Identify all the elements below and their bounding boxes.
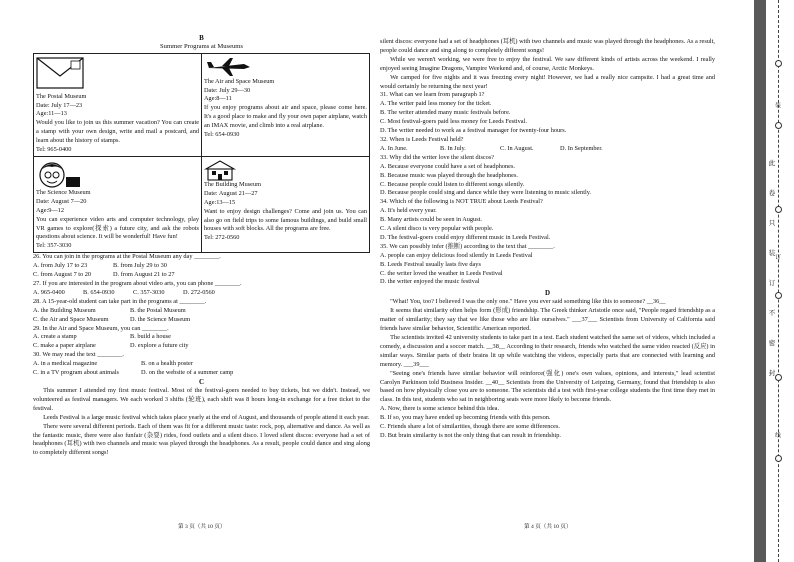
circle-icon	[775, 206, 782, 213]
option[interactable]: D. The writer needed to work as a festival manager for twenty-four hours.	[380, 127, 567, 135]
option[interactable]: A. from July 17 to 23	[33, 262, 88, 270]
postal-envelope-icon	[36, 56, 84, 90]
inner-label: 此	[768, 160, 776, 167]
option[interactable]: D. Because people could sing and dance while they were listening to music silently.	[380, 189, 592, 197]
paragraph: The scientists invited 42 university students to take part in a test. Each student watched the same set of videos, which included a comedy, a discussion and a soccer match. __38__ According to their research, friends who watched the same video reacted (反应) in similar ways. Similar parts of their brains lit up while watching the videos, especially parts that are connected with learning and memory. ___39___	[380, 334, 715, 368]
option[interactable]: A. 965-0400	[33, 288, 65, 296]
museum-name: The Science Museum	[36, 188, 91, 196]
inner-label: 订	[768, 280, 776, 287]
museum-age: Age:9—12	[36, 206, 64, 214]
option[interactable]: B. Many artists could be seen in August.	[380, 216, 482, 224]
option[interactable]: A. people can enjoy delicious food silently in Leeds Festival	[380, 251, 533, 259]
binding-strip	[754, 0, 766, 562]
paragraph: Leeds Festival is a large music festival which takes place yearly at the end of August, and thousands of people attend it each year.	[43, 413, 370, 421]
museum-table	[33, 53, 370, 254]
question-stem: 35. We can possibly infer (推断) according to the text that ________.	[380, 242, 555, 250]
question-30	[33, 351, 370, 378]
museum-desc: If you enjoy programs about air and space, please come here. It's a good place to make and fly your own paper airplane, watch an IMAX movie, and climb into a real airplane.	[204, 104, 367, 130]
option[interactable]: A. Now, there is some science behind this idea.	[380, 405, 500, 413]
option[interactable]: A. It's held every year.	[380, 207, 437, 215]
museum-date: Date: July 17—23	[36, 101, 83, 109]
option[interactable]: C. 357-3030	[133, 288, 165, 296]
inner-label: 密	[768, 340, 776, 347]
option[interactable]: B. on a health poster	[141, 360, 193, 368]
museum-name: The Building Museum	[204, 180, 262, 188]
circle-icon	[775, 122, 782, 129]
question-stem: 31. What can we learn from paragraph 1?	[380, 91, 485, 99]
option[interactable]: A. Because everyone could have a set of headphones.	[380, 162, 515, 170]
page-number-left: 第 3 页（共 10 页）	[178, 524, 226, 530]
museum-tel: Tel: 654-0930	[204, 131, 240, 139]
paragraph-continued: silent discos: everyone had a set of headphones (耳机) with two channels and music was played through the headphones. As a result, people could dance and sing along to completely different songs!	[380, 38, 715, 54]
option[interactable]: B. from July 29 to 30	[113, 262, 167, 270]
option[interactable]: A. The writer paid less money for the ticket.	[380, 100, 492, 108]
inner-label: 只	[768, 220, 776, 227]
museum-tel: Tel: 965-0400	[36, 146, 72, 154]
museum-name: The Air and Space Museum	[204, 77, 275, 85]
option[interactable]: B. Leeds Festival usually lasts five days	[380, 260, 481, 268]
option[interactable]: A. In June.	[380, 144, 408, 152]
paragraph: This summer I attended my first music festival. Most of the festival-goers needed to buy tickets, but we didn't. Instead, we volunteered as festival managers. We each worked 3 shifts (轮班), each shift was 8 hours long-in exchange for a free ticket to the festival.	[33, 386, 370, 412]
option[interactable]: A. in a medical magazine	[33, 360, 98, 368]
question-stem: 32. When is Leeds Festival held?	[380, 135, 464, 143]
museum-cell-postal	[34, 53, 202, 156]
option[interactable]: C. Because people could listen to different songs silently.	[380, 180, 525, 188]
option[interactable]: B. In July.	[440, 144, 466, 152]
option[interactable]: B. Because music was played through the headphones.	[380, 171, 518, 179]
option[interactable]: D. But brain similarity is not the only thing that can result in friendship.	[380, 431, 562, 439]
museum-cell-building	[202, 156, 370, 252]
outer-label: 订	[775, 255, 781, 261]
question-34	[380, 198, 715, 243]
option[interactable]: C. Friends share a lot of similarities, though there are some differences.	[380, 423, 560, 431]
building-icon	[204, 159, 252, 181]
circle-icon	[775, 60, 782, 67]
question-stem: 34. Which of the following is NOT TRUE about Leeds Festival?	[380, 198, 543, 206]
paragraph: It seems that similarity often helps form (形成) friendship. The Greek thinker Aristotle once said, "People regard friendship as a matter of similarity; they say that we like those who are like ourselves." ___37___ Scientists from University of California said friends have similar behavior, Scientific American reported.	[380, 307, 715, 333]
option[interactable]: C. from August 7 to 20	[33, 271, 92, 279]
paragraph: There were several different periods. Each of them was fit for a different music taste: rock, pop, alternative and dance. As well as the fantastic music, there were also funfair (杂耍) rides, food outlets and a silent disco. I loved silent discos: everyone had a set of headphones (耳机) with two channels and music was played through the headphones. As a result, people could dance and sing along to completely different songs!	[33, 422, 370, 457]
section-d-text	[380, 298, 715, 405]
option[interactable]: D. 272-0560	[183, 288, 215, 296]
paragraph: "What! You, too? I believed I was the only one." Have you ever said something like this to someone? __36__	[390, 298, 666, 306]
inner-label: 不	[768, 310, 776, 317]
outer-label: 线	[775, 433, 781, 439]
option[interactable]: C. in a TV program about animals	[33, 369, 119, 377]
option[interactable]: C. the Air and Space Museum	[33, 315, 109, 323]
question-stem: 27. If you are interested in the program about video arts, you can phone ________.	[33, 280, 242, 287]
museum-desc: Would you like to join us this summer vacation? You can create a stamp with your own design, write and mail a postcard, and learn about the history of stamps.	[36, 119, 199, 145]
option[interactable]: C. the writer loved the weather in Leeds Festival	[380, 269, 503, 277]
museum-date: Date: July 29—30	[204, 86, 251, 94]
outer-label: 装	[775, 103, 781, 109]
option[interactable]: D. from August 21 to 27	[113, 271, 175, 279]
option[interactable]: C. make a paper airplane	[33, 342, 96, 350]
scientist-icon	[36, 159, 84, 189]
option[interactable]: A. create a stamp	[33, 333, 77, 341]
option[interactable]: B. The writer attended many music festivals before.	[380, 109, 511, 117]
question-33	[380, 154, 715, 199]
option[interactable]: D. on the website of a summer camp	[141, 369, 234, 377]
question-27	[33, 280, 370, 298]
section-b-subtitle: Summer Programs at Museums	[160, 43, 243, 50]
binding-sidebar	[740, 0, 794, 562]
circle-icon	[775, 455, 782, 462]
museum-cell-air-space	[202, 53, 370, 156]
option[interactable]: D. explore a future city	[130, 342, 189, 350]
question-29	[33, 325, 370, 352]
option[interactable]: B. 654-0930	[83, 288, 115, 296]
inner-label: 装	[768, 250, 776, 257]
paragraph: We camped for five nights and it was freezing every night! However, we had a really nice campsite. I had a great time and would certainly be returning the next year!	[380, 73, 715, 90]
question-28	[33, 298, 370, 325]
section-c-text-part1	[33, 386, 370, 457]
airplane-icon	[204, 56, 252, 78]
museum-cell-science	[34, 156, 202, 252]
circle-icon	[775, 292, 782, 299]
option[interactable]: B. build a house	[130, 333, 171, 341]
option[interactable]: A. the Building Museum	[33, 306, 96, 314]
question-26	[33, 253, 370, 280]
option[interactable]: D. The festival-goers could enjoy different music in Leeds Festival.	[380, 233, 551, 241]
section-c-letter: C	[198, 377, 205, 386]
inner-label: 封	[768, 370, 776, 377]
cut-line	[778, 0, 779, 562]
question-35	[380, 243, 715, 288]
option[interactable]: C. A silent disco is very popular with people.	[380, 225, 494, 233]
right-page	[380, 38, 715, 441]
museum-tel: Tel: 357-3030	[36, 242, 72, 250]
option[interactable]: D. the writer enjoyed the music festival	[380, 278, 480, 286]
question-stem: 33. Why did the writer love the silent discos?	[380, 153, 495, 161]
option[interactable]: D. the Science Museum	[130, 315, 191, 323]
museum-age: Age:13—15	[204, 198, 236, 206]
museum-date: Date: August 7—20	[36, 197, 87, 205]
section-c-text-part2	[380, 38, 715, 91]
question-stem: 30. We may read the text ________.	[33, 351, 125, 359]
inner-label: 卷	[768, 190, 776, 197]
question-31	[380, 91, 715, 136]
museum-age: Age:8—11	[204, 95, 232, 103]
museum-name: The Postal Museum	[36, 92, 87, 100]
left-page	[33, 34, 370, 457]
option[interactable]: B. If so, you may have ended up becoming friends with this person.	[380, 414, 551, 422]
question-32	[380, 136, 715, 154]
option[interactable]: B. the Postal Museum	[130, 306, 186, 314]
paragraph: "Seeing one's friends have similar behavior will reinforce(强化) one's own values, opinions, and interests," lead scientist Carolyn Parkinson told Business Insider. __40__ Scientists from the University of Leipzing, Germany, found that friendship is also based on how physically close you are to someone. The scientists did a test with first-year college students the first time they met in class. In this test, students who sat in neighboring seats were more likely to become friends.	[380, 369, 715, 404]
question-stem: 28. A 15-year-old student can take part in the programs at ________.	[33, 297, 207, 305]
museum-desc: You can experience video arts and computer technology, play VR games to explore(探索) a future city, and ask the robots questions about science. It will be wonderful! Have fun!	[36, 215, 199, 241]
paragraph: While we weren't working, we were free to enjoy the festival. We saw different kinds of artists across the weekend. I really enjoyed seeing Imagine Dragons, Vampire Weekend and, of course, Arctic Monkeys.	[380, 55, 715, 72]
museum-date: Date: August 21—27	[204, 189, 258, 197]
question-stem: 26. You can join in the programs at the Postal Museum any day ________.	[33, 253, 221, 261]
section-d-options	[380, 405, 715, 441]
section-d-letter: D	[544, 289, 551, 298]
question-stem: 29. In the Air and Space Museum, you can ________.	[33, 324, 169, 332]
option[interactable]: C. In August.	[500, 144, 534, 152]
museum-desc: Want to enjoy design challenges? Come and join us. You can also go on field trips to some famous buildings, and build small houses with soft blocks. All the programs are free.	[204, 207, 367, 233]
museum-age: Age:11—13	[36, 110, 67, 118]
page-number-right: 第 4 页（共 10 页）	[524, 524, 572, 530]
museum-tel: Tel: 272-0560	[204, 234, 240, 242]
option[interactable]: C. Most festival-goers paid less money for Leeds Festival.	[380, 118, 527, 126]
section-b-letter: B	[199, 34, 204, 42]
option[interactable]: D. In September.	[560, 144, 603, 152]
